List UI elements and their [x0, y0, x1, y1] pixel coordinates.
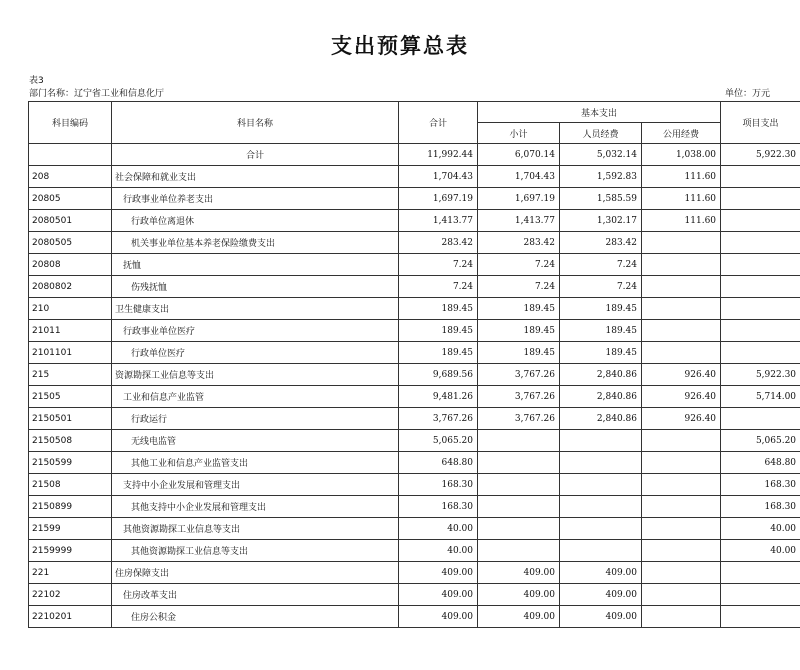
cell-project [721, 342, 800, 364]
cell-code: 21508 [29, 474, 112, 496]
cell-total: 189.45 [399, 298, 478, 320]
cell-total: 7.24 [399, 254, 478, 276]
cell-code: 208 [29, 166, 112, 188]
cell-total: 1,697.19 [399, 188, 478, 210]
cell-personnel: 189.45 [560, 342, 642, 364]
cell-subtotal: 189.45 [478, 342, 560, 364]
budget-table [28, 101, 800, 628]
table-body [29, 144, 800, 628]
cell-project [721, 408, 800, 430]
cell-code: 2101101 [29, 342, 112, 364]
table-row [29, 386, 800, 408]
table-row [29, 430, 800, 452]
cell-public [642, 452, 721, 474]
cell-personnel: 2,840.86 [560, 408, 642, 430]
cell-public [642, 496, 721, 518]
cell-personnel: 189.45 [560, 320, 642, 342]
cell-personnel: 1,592.83 [560, 166, 642, 188]
cell-subtotal [478, 540, 560, 562]
cell-project [721, 320, 800, 342]
cell-project: 5,714.00 [721, 386, 800, 408]
table-row [29, 166, 800, 188]
cell-subtotal [478, 474, 560, 496]
cell-project [721, 606, 800, 628]
cell-code: 210 [29, 298, 112, 320]
cell-total: 40.00 [399, 518, 478, 540]
cell-public [642, 430, 721, 452]
table-label: 表3 [29, 76, 44, 86]
table-row [29, 254, 800, 276]
cell-name: 资源勘探工业信息等支出 [112, 364, 399, 386]
cell-subtotal [478, 496, 560, 518]
cell-code: 2159999 [29, 540, 112, 562]
cell-personnel: 189.45 [560, 298, 642, 320]
cell-project [721, 254, 800, 276]
cell-name: 行政事业单位养老支出 [112, 188, 399, 210]
table-row [29, 276, 800, 298]
cell-project [721, 562, 800, 584]
cell-total: 3,767.26 [399, 408, 478, 430]
cell-public: 111.60 [642, 188, 721, 210]
cell-subtotal: 409.00 [478, 584, 560, 606]
cell-public [642, 584, 721, 606]
cell-project: 5,065.20 [721, 430, 800, 452]
cell-subtotal: 1,704.43 [478, 166, 560, 188]
cell-code: 2080802 [29, 276, 112, 298]
cell-code: 215 [29, 364, 112, 386]
cell-personnel: 1,585.59 [560, 188, 642, 210]
cell-total: 189.45 [399, 320, 478, 342]
cell-name: 住房改革支出 [112, 584, 399, 606]
header-public: 公用经费 [642, 123, 721, 144]
cell-subtotal: 189.45 [478, 320, 560, 342]
cell-total: 9,481.26 [399, 386, 478, 408]
cell-project: 168.30 [721, 474, 800, 496]
cell-subtotal: 1,697.19 [478, 188, 560, 210]
unit-label: 单位：万元 [724, 89, 770, 99]
cell-personnel: 7.24 [560, 254, 642, 276]
cell-personnel: 409.00 [560, 584, 642, 606]
cell-total: 648.80 [399, 452, 478, 474]
cell-total: 409.00 [399, 606, 478, 628]
cell-project: 5,922.30 [721, 144, 800, 166]
table-row [29, 474, 800, 496]
cell-name: 支持中小企业发展和管理支出 [112, 474, 399, 496]
cell-code: 2150501 [29, 408, 112, 430]
header-name: 科目名称 [112, 102, 399, 144]
cell-public [642, 276, 721, 298]
cell-public [642, 342, 721, 364]
cell-name: 行政单位离退休 [112, 210, 399, 232]
cell-name: 其他支持中小企业发展和管理支出 [112, 496, 399, 518]
cell-public: 111.60 [642, 166, 721, 188]
cell-name: 无线电监管 [112, 430, 399, 452]
cell-personnel [560, 496, 642, 518]
cell-total: 7.24 [399, 276, 478, 298]
header-project: 项目支出 [721, 102, 800, 144]
cell-public [642, 518, 721, 540]
cell-personnel [560, 518, 642, 540]
cell-personnel: 2,840.86 [560, 364, 642, 386]
cell-total: 5,065.20 [399, 430, 478, 452]
cell-total: 1,413.77 [399, 210, 478, 232]
cell-code: 2210201 [29, 606, 112, 628]
total-row [29, 144, 800, 166]
cell-name: 行政单位医疗 [112, 342, 399, 364]
cell-total: 168.30 [399, 496, 478, 518]
table-row [29, 232, 800, 254]
cell-name: 社会保障和就业支出 [112, 166, 399, 188]
cell-personnel: 283.42 [560, 232, 642, 254]
cell-personnel: 7.24 [560, 276, 642, 298]
cell-public [642, 232, 721, 254]
page-title: 支出预算总表 [331, 33, 469, 58]
cell-code: 2080501 [29, 210, 112, 232]
cell-subtotal: 283.42 [478, 232, 560, 254]
cell-total: 283.42 [399, 232, 478, 254]
cell-personnel: 409.00 [560, 562, 642, 584]
cell-public [642, 562, 721, 584]
cell-personnel: 5,032.14 [560, 144, 642, 166]
cell-name: 合计 [112, 144, 399, 166]
cell-project [721, 232, 800, 254]
cell-public: 926.40 [642, 364, 721, 386]
cell-name: 工业和信息产业监管 [112, 386, 399, 408]
cell-personnel [560, 540, 642, 562]
cell-total: 9,689.56 [399, 364, 478, 386]
cell-project [721, 584, 800, 606]
table-row [29, 496, 800, 518]
cell-subtotal [478, 452, 560, 474]
cell-code: 221 [29, 562, 112, 584]
cell-name: 行政运行 [112, 408, 399, 430]
cell-total: 189.45 [399, 342, 478, 364]
cell-project [721, 276, 800, 298]
header-total: 合计 [399, 102, 478, 144]
cell-project [721, 298, 800, 320]
cell-subtotal [478, 518, 560, 540]
table-row [29, 518, 800, 540]
table-row [29, 452, 800, 474]
cell-code: 20805 [29, 188, 112, 210]
cell-project: 40.00 [721, 518, 800, 540]
cell-name: 其他工业和信息产业监管支出 [112, 452, 399, 474]
table-row [29, 188, 800, 210]
table-row [29, 342, 800, 364]
cell-name: 住房公积金 [112, 606, 399, 628]
cell-total: 40.00 [399, 540, 478, 562]
cell-code: 2150599 [29, 452, 112, 474]
table-row [29, 562, 800, 584]
cell-total: 168.30 [399, 474, 478, 496]
cell-subtotal: 189.45 [478, 298, 560, 320]
cell-code: 2150508 [29, 430, 112, 452]
cell-personnel [560, 474, 642, 496]
cell-project [721, 166, 800, 188]
cell-subtotal: 3,767.26 [478, 364, 560, 386]
header-basic: 基本支出 [478, 102, 721, 123]
cell-project: 168.30 [721, 496, 800, 518]
cell-name: 卫生健康支出 [112, 298, 399, 320]
cell-code: 2080505 [29, 232, 112, 254]
cell-subtotal [478, 430, 560, 452]
cell-name: 抚恤 [112, 254, 399, 276]
cell-subtotal: 7.24 [478, 276, 560, 298]
cell-subtotal: 1,413.77 [478, 210, 560, 232]
cell-name: 机关事业单位基本养老保险缴费支出 [112, 232, 399, 254]
cell-personnel: 1,302.17 [560, 210, 642, 232]
cell-subtotal: 7.24 [478, 254, 560, 276]
cell-personnel: 409.00 [560, 606, 642, 628]
cell-name: 其他资源勘探工业信息等支出 [112, 540, 399, 562]
cell-subtotal: 6,070.14 [478, 144, 560, 166]
cell-public [642, 298, 721, 320]
cell-code: 21599 [29, 518, 112, 540]
table-row [29, 320, 800, 342]
cell-personnel [560, 452, 642, 474]
cell-code: 20808 [29, 254, 112, 276]
cell-total: 1,704.43 [399, 166, 478, 188]
header-code: 科目编码 [29, 102, 112, 144]
cell-code: 22102 [29, 584, 112, 606]
cell-code [29, 144, 112, 166]
cell-code: 2150899 [29, 496, 112, 518]
cell-total: 409.00 [399, 584, 478, 606]
cell-project: 648.80 [721, 452, 800, 474]
table-row [29, 364, 800, 386]
table-row [29, 606, 800, 628]
cell-code: 21505 [29, 386, 112, 408]
cell-total: 11,992.44 [399, 144, 478, 166]
cell-name: 行政事业单位医疗 [112, 320, 399, 342]
cell-public: 926.40 [642, 408, 721, 430]
table-row [29, 298, 800, 320]
cell-personnel: 2,840.86 [560, 386, 642, 408]
table-row [29, 408, 800, 430]
header-subtotal: 小计 [478, 123, 560, 144]
cell-total: 409.00 [399, 562, 478, 584]
cell-personnel [560, 430, 642, 452]
table-header [29, 102, 800, 144]
cell-name: 伤残抚恤 [112, 276, 399, 298]
cell-name: 住房保障支出 [112, 562, 399, 584]
cell-project: 40.00 [721, 540, 800, 562]
cell-project [721, 188, 800, 210]
cell-public: 1,038.00 [642, 144, 721, 166]
cell-public: 111.60 [642, 210, 721, 232]
header-personnel: 人员经费 [560, 123, 642, 144]
cell-code: 21011 [29, 320, 112, 342]
cell-project: 5,922.30 [721, 364, 800, 386]
cell-name: 其他资源勘探工业信息等支出 [112, 518, 399, 540]
cell-public [642, 320, 721, 342]
table-row [29, 584, 800, 606]
table-row [29, 210, 800, 232]
cell-subtotal: 409.00 [478, 562, 560, 584]
cell-public [642, 606, 721, 628]
cell-public: 926.40 [642, 386, 721, 408]
cell-public [642, 540, 721, 562]
cell-public [642, 254, 721, 276]
department-label: 部门名称：辽宁省工业和信息化厅 [29, 89, 165, 99]
cell-subtotal: 3,767.26 [478, 386, 560, 408]
cell-subtotal: 409.00 [478, 606, 560, 628]
cell-project [721, 210, 800, 232]
cell-public [642, 474, 721, 496]
table-row [29, 540, 800, 562]
cell-subtotal: 3,767.26 [478, 408, 560, 430]
